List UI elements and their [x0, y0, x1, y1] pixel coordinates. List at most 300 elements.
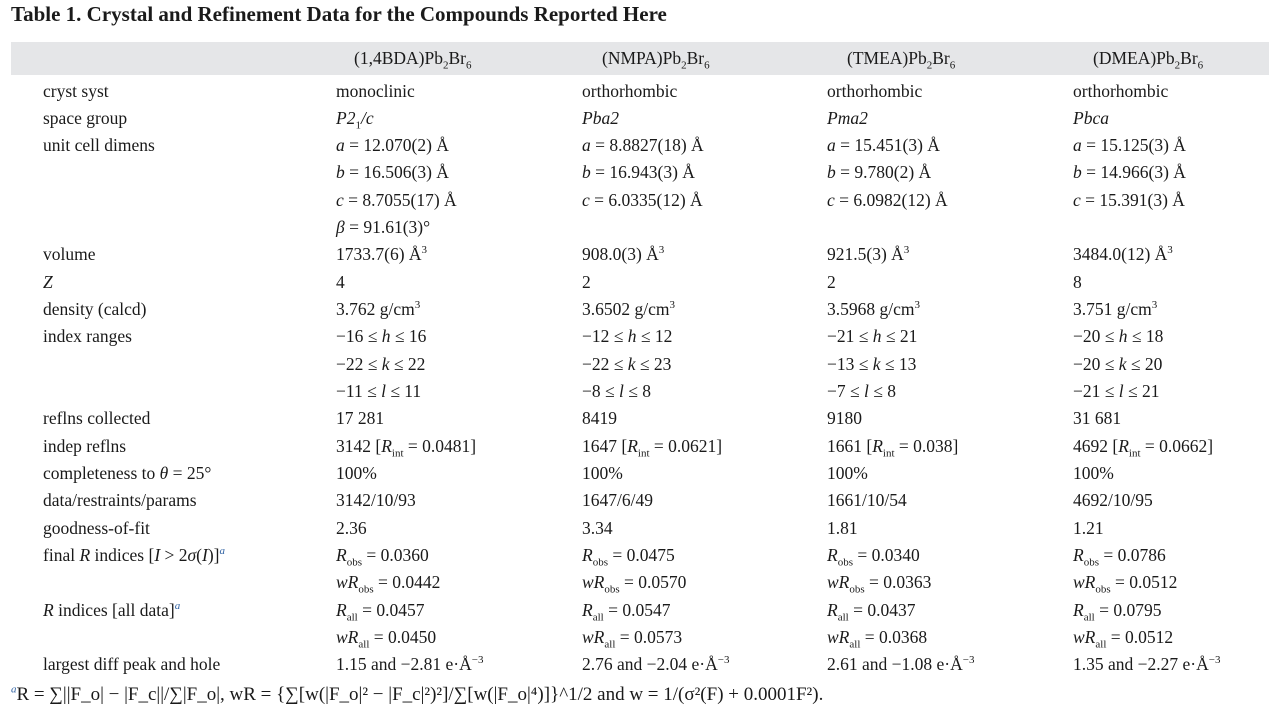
cell-text: 4	[336, 272, 345, 292]
subscript: all	[1083, 611, 1095, 624]
italic-symbol: I	[154, 545, 161, 565]
cell-text: 100%	[582, 463, 623, 483]
reflns-collected-value	[1073, 407, 1121, 429]
cell-text: = 16.506(3) Å	[344, 162, 449, 182]
italic-symbol: a	[1073, 135, 1082, 155]
wr-all-value	[827, 626, 928, 651]
unit-cell-a	[336, 134, 449, 156]
gof-value	[582, 517, 613, 539]
cell-text: ≤ 8	[623, 381, 651, 401]
italic-symbol: c	[1073, 190, 1081, 210]
italic-symbol: R	[582, 545, 593, 565]
italic-symbol: σ	[187, 545, 197, 565]
italic-symbol: R	[43, 600, 54, 620]
italic-symbol: a	[336, 135, 345, 155]
cell-text: indices [all data]	[53, 600, 175, 620]
italic-symbol: R	[627, 436, 638, 456]
label-text: index ranges	[43, 326, 132, 346]
cryst-syst-value	[1073, 80, 1168, 102]
volume-value	[582, 243, 664, 265]
italic-symbol: R	[1118, 436, 1129, 456]
subscript: 6	[465, 59, 472, 72]
cell-text: 3.34	[582, 518, 613, 538]
cell-text: = 0.0512	[1110, 572, 1178, 592]
italic-symbol: Pbca	[1073, 108, 1109, 128]
italic-symbol: R	[827, 600, 838, 620]
row-label	[43, 462, 211, 484]
cell-text: 2.36	[336, 518, 367, 538]
cell-text: −12 ≤	[582, 326, 628, 346]
space-group-value	[827, 107, 868, 129]
italic-symbol: l	[863, 381, 869, 401]
italic-symbol: wR	[336, 572, 359, 592]
cell-text: = 0.0442	[373, 572, 441, 592]
completeness-value	[582, 462, 623, 484]
row-label	[43, 271, 53, 293]
r-obs-value	[336, 544, 429, 569]
subscript: all	[592, 611, 604, 624]
cell-text: (	[196, 545, 202, 565]
row-label	[43, 80, 109, 102]
superscript: 3	[1151, 299, 1158, 312]
label-text: reflns collected	[43, 408, 151, 428]
cell-text: −22 ≤	[336, 354, 382, 374]
cell-text: 3.762 g/cm	[336, 299, 415, 319]
cell-text: = 15.451(3) Å	[835, 135, 940, 155]
subscript: int	[391, 447, 404, 460]
italic-symbol: P2	[336, 108, 356, 128]
space-group-value	[336, 107, 374, 132]
cell-text: 17 281	[336, 408, 385, 428]
volume-value	[827, 243, 909, 265]
superscript: −3	[717, 654, 730, 667]
italic-symbol: R	[336, 545, 347, 565]
row-label	[43, 599, 180, 621]
cell-text: 100%	[1073, 463, 1114, 483]
cell-text: = 0.0481]	[403, 436, 477, 456]
wr-obs-value	[827, 571, 932, 596]
subscript: obs	[849, 583, 865, 596]
unit-cell-b	[582, 161, 695, 183]
density-value	[336, 298, 420, 320]
cell-text: 1647/6/49	[582, 490, 653, 510]
cell-text: = 0.0662]	[1140, 436, 1214, 456]
unit-cell-b	[1073, 161, 1186, 183]
reflns-collected-value	[336, 407, 384, 429]
cell-text: = 0.0786	[1098, 545, 1166, 565]
r-obs-value	[582, 544, 675, 569]
italic-symbol: b	[1073, 162, 1082, 182]
wr-all-value	[582, 626, 683, 651]
italic-symbol: θ	[159, 463, 169, 483]
cell-text: 1661/10/54	[827, 490, 907, 510]
peak-hole-value	[827, 653, 974, 675]
index-range-l	[582, 380, 651, 402]
cell-text: = 8.7055(17) Å	[343, 190, 457, 210]
index-range-k	[336, 353, 425, 375]
cell-text: −20 ≤	[1073, 326, 1119, 346]
cell-text: 1733.7(6) Å	[336, 244, 422, 264]
cell-text: indices [	[90, 545, 155, 565]
row-label	[43, 243, 96, 265]
cell-text: ≤ 23	[635, 354, 672, 374]
italic-symbol: Pma2	[827, 108, 868, 128]
cell-text: 8	[1073, 272, 1082, 292]
cell-text: 1647 [	[582, 436, 628, 456]
row-label	[43, 517, 150, 539]
superscript: 3	[414, 299, 421, 312]
italic-symbol: R	[582, 600, 593, 620]
cell-text: )]	[207, 545, 220, 565]
subscript: obs	[1095, 583, 1111, 596]
italic-symbol: k	[627, 354, 636, 374]
cell-text: = 6.0982(12) Å	[834, 190, 948, 210]
index-range-k	[582, 353, 671, 375]
index-range-h	[827, 325, 917, 347]
data-params-value	[1073, 489, 1153, 511]
volume-value	[336, 243, 427, 265]
cell-text: ≤ 21	[881, 326, 918, 346]
subscript: obs	[358, 583, 374, 596]
cell-text: −16 ≤	[336, 326, 382, 346]
superscript: 3	[421, 244, 428, 257]
cell-text: 908.0(3) Å	[582, 244, 659, 264]
italic-symbol: c	[827, 190, 835, 210]
cell-text: 100%	[827, 463, 868, 483]
cell-text: 100%	[336, 463, 377, 483]
indep-reflns-value	[582, 435, 723, 460]
subscript: obs	[604, 583, 620, 596]
italic-symbol: l	[381, 381, 386, 401]
column-header	[354, 45, 471, 71]
cell-text: = 12.070(2) Å	[344, 135, 449, 155]
italic-symbol: R	[872, 436, 883, 456]
subscript: obs	[837, 556, 853, 569]
cell-text: > 2	[160, 545, 188, 565]
subscript: all	[604, 638, 616, 651]
italic-symbol: b	[827, 162, 836, 182]
cell-text: = 0.0795	[1094, 600, 1162, 620]
italic-symbol: k	[1118, 354, 1127, 374]
completeness-value	[1073, 462, 1114, 484]
italic-symbol: R	[79, 545, 91, 565]
indep-reflns-value	[827, 435, 959, 460]
cell-text: = 0.0512	[1106, 627, 1174, 647]
cryst-syst-value	[336, 80, 415, 102]
cell-text: 1.15 and −2.81 e·Å	[336, 654, 472, 674]
indep-reflns-value	[1073, 435, 1214, 460]
cell-text: ≤ 13	[880, 354, 917, 374]
cell-text: 1.21	[1073, 518, 1104, 538]
cell-text: = 6.0335(12) Å	[589, 190, 703, 210]
italic-symbol: Pba2	[582, 108, 619, 128]
subscript: int	[637, 447, 650, 460]
italic-symbol: R	[1073, 600, 1084, 620]
compound-formula: (DMEA)Pb	[1093, 48, 1175, 68]
index-range-k	[1073, 353, 1162, 375]
cell-text: = 0.0457	[357, 600, 425, 620]
cell-text: ≤ 12	[636, 326, 673, 346]
cell-text: Br	[448, 48, 466, 68]
cell-text: = 0.0437	[848, 600, 916, 620]
compound-formula: (TMEA)Pb	[847, 48, 927, 68]
subscript: obs	[1083, 556, 1099, 569]
unit-cell-c	[1073, 189, 1185, 211]
wr-all-value	[336, 626, 437, 651]
data-params-value	[582, 489, 653, 511]
footnote-marker: a	[11, 683, 17, 696]
cell-text: 3484.0(12) Å	[1073, 244, 1168, 264]
subscript: 2	[1174, 59, 1181, 72]
subscript: all	[346, 611, 358, 624]
cell-text: 921.5(3) Å	[827, 244, 904, 264]
italic-symbol: R	[827, 545, 838, 565]
label-text: density (calcd)	[43, 299, 147, 319]
superscript: −3	[471, 654, 484, 667]
table-footnote	[11, 683, 823, 707]
italic-symbol: a	[582, 135, 591, 155]
cell-text: 4692 [	[1073, 436, 1119, 456]
unit-cell-b	[827, 161, 931, 183]
subscript: 6	[1197, 59, 1204, 72]
peak-hole-value	[336, 653, 483, 675]
subscript: all	[358, 638, 370, 651]
unit-cell-c	[827, 189, 948, 211]
cell-text: 4692/10/95	[1073, 490, 1153, 510]
cell-text: Br	[1180, 48, 1198, 68]
subscript: 1	[355, 119, 361, 132]
r-obs-value	[1073, 544, 1166, 569]
cell-text: −21 ≤	[827, 326, 873, 346]
unit-cell-a	[582, 134, 704, 156]
z-value	[1073, 271, 1082, 293]
cell-text: −21 ≤	[1073, 381, 1119, 401]
table-title: Table 1. Crystal and Refinement Data for the Compounds Reported Here	[11, 2, 667, 26]
label-text: largest diff peak and hole	[43, 654, 221, 674]
reflns-collected-value	[827, 407, 862, 429]
row-label	[43, 325, 132, 347]
cryst-syst-value	[827, 80, 922, 102]
index-range-h	[1073, 325, 1163, 347]
volume-value	[1073, 243, 1173, 265]
index-range-k	[827, 353, 916, 375]
subscript: 2	[681, 59, 687, 72]
row-label	[43, 107, 127, 129]
wr-obs-value	[336, 571, 441, 596]
compound-formula: (NMPA)Pb	[602, 48, 682, 68]
italic-symbol: h	[627, 326, 637, 346]
italic-symbol: wR	[582, 627, 605, 647]
superscript: −3	[1208, 654, 1221, 667]
italic-symbol: b	[582, 162, 591, 182]
completeness-value	[827, 462, 868, 484]
wr-all-value	[1073, 626, 1174, 651]
cell-text: = 0.0573	[615, 627, 683, 647]
r-obs-value	[827, 544, 920, 569]
z-value	[582, 271, 591, 293]
italic-symbol: k	[872, 354, 881, 374]
italic-symbol: R	[381, 436, 392, 456]
density-value	[1073, 298, 1157, 320]
column-header	[1093, 45, 1203, 71]
cell-text: = 0.038]	[894, 436, 959, 456]
unit-cell-c	[582, 189, 703, 211]
cell-text: ≤ 11	[385, 381, 422, 401]
italic-symbol: c	[336, 190, 344, 210]
subscript: all	[837, 611, 849, 624]
index-range-l	[1073, 380, 1159, 402]
cell-text: −8 ≤	[582, 381, 619, 401]
cell-text: monoclinic	[336, 81, 415, 101]
cell-text: −20 ≤	[1073, 354, 1119, 374]
italic-symbol: k	[381, 354, 390, 374]
cell-text: = 0.0621]	[649, 436, 723, 456]
column-header	[602, 45, 710, 71]
subscript: 6	[949, 59, 956, 72]
cell-text: 1.81	[827, 518, 858, 538]
label-text: Z	[43, 272, 53, 292]
cell-text: orthorhombic	[827, 81, 923, 101]
density-value	[827, 298, 920, 320]
label-text: indep reflns	[43, 436, 127, 456]
footnote-ref: a	[174, 600, 181, 613]
cell-text: 2	[827, 272, 836, 292]
cell-text: 3.751 g/cm	[1073, 299, 1152, 319]
unit-cell-a	[1073, 134, 1186, 156]
row-label	[43, 134, 155, 156]
cell-text: Br	[686, 48, 705, 68]
italic-symbol: l	[618, 381, 624, 401]
cell-text: = 14.966(3) Å	[1081, 162, 1186, 182]
subscript: int	[1128, 447, 1141, 460]
cell-text: 3142/10/93	[336, 490, 416, 510]
index-range-l	[827, 380, 896, 402]
cell-text: 9180	[827, 408, 862, 428]
italic-symbol: R	[1073, 545, 1084, 565]
cell-text: = 0.0363	[864, 572, 932, 592]
subscript: 6	[704, 59, 710, 72]
label-text: data/restraints/params	[43, 490, 197, 510]
italic-symbol: h	[381, 326, 391, 346]
cell-text: 2.76 and −2.04 e·Å	[582, 654, 718, 674]
cell-text: 3.6502 g/cm	[582, 299, 670, 319]
cell-text: 3142 [	[336, 436, 382, 456]
cell-text: −7 ≤	[827, 381, 864, 401]
cell-text: Br	[932, 48, 950, 68]
italic-symbol: wR	[827, 572, 850, 592]
density-value	[582, 298, 675, 320]
z-value	[827, 271, 836, 293]
column-header	[847, 45, 955, 71]
label-text: volume	[43, 244, 96, 264]
italic-symbol: R	[336, 600, 347, 620]
index-range-l	[336, 380, 421, 402]
space-group-value	[582, 107, 619, 129]
label-text: space group	[43, 108, 128, 128]
label-text: unit cell dimens	[43, 135, 155, 155]
peak-hole-value	[1073, 653, 1220, 675]
compound-formula: (1,4BDA)Pb	[354, 48, 443, 68]
italic-symbol: I	[201, 545, 208, 565]
italic-symbol: l	[1118, 381, 1124, 401]
cell-text: ≤ 18	[1127, 326, 1164, 346]
italic-symbol: wR	[827, 627, 850, 647]
footnote-formula: R = ∑||F_o| − |F_c||/∑|F_o|, wR = {∑[w(|F_o|² − |F_c|²)²]/∑[w(|F_o|⁴)]}^1/2 and w = 1/(σ²(F) + 0.0001F²).	[16, 684, 824, 705]
superscript: 3	[658, 244, 665, 257]
label-text: cryst syst	[43, 81, 109, 101]
row-label	[43, 489, 197, 511]
completeness-value	[336, 462, 377, 484]
subscript: all	[849, 638, 861, 651]
wr-obs-value	[1073, 571, 1178, 596]
peak-hole-value	[582, 653, 729, 675]
cell-text: = 0.0360	[361, 545, 429, 565]
data-params-value	[336, 489, 416, 511]
gof-value	[1073, 517, 1104, 539]
subscript: 2	[926, 59, 933, 72]
italic-symbol: a	[827, 135, 836, 155]
subscript: all	[1095, 638, 1107, 651]
superscript: 3	[669, 299, 675, 312]
cell-text: = 91.61(3)°	[344, 217, 431, 237]
cell-text: orthorhombic	[582, 81, 678, 101]
cell-text: = 16.943(3) Å	[590, 162, 695, 182]
r-all-value	[1073, 599, 1162, 624]
cell-text: final	[43, 545, 80, 565]
cell-text: = 25°	[168, 463, 212, 483]
cell-text: = 0.0340	[852, 545, 920, 565]
superscript: 3	[1167, 244, 1173, 257]
italic-symbol: h	[872, 326, 882, 346]
italic-symbol: h	[1118, 326, 1128, 346]
cell-text: ≤ 8	[868, 381, 896, 401]
superscript: −3	[962, 654, 975, 667]
reflns-collected-value	[582, 407, 617, 429]
cell-text: ≤ 20	[1126, 354, 1163, 374]
cell-text: = 9.780(2) Å	[835, 162, 932, 182]
indep-reflns-value	[336, 435, 477, 460]
cell-text: = 0.0570	[619, 572, 687, 592]
subscript: obs	[346, 556, 362, 569]
cell-text: 2.61 and −1.08 e·Å	[827, 654, 963, 674]
subscript: 2	[442, 59, 449, 72]
cell-text: = 15.125(3) Å	[1081, 135, 1186, 155]
superscript: 3	[914, 299, 920, 312]
cell-text: = 0.0368	[860, 627, 928, 647]
italic-symbol: wR	[336, 627, 359, 647]
footnote-ref: a	[219, 545, 225, 558]
r-all-value	[582, 599, 671, 624]
cell-text: completeness to	[43, 463, 160, 483]
r-all-value	[827, 599, 916, 624]
cell-text: 3.5968 g/cm	[827, 299, 915, 319]
cryst-syst-value	[582, 80, 677, 102]
italic-symbol: /c	[360, 108, 374, 128]
cell-text: = 15.391(3) Å	[1080, 190, 1185, 210]
space-group-value	[1073, 107, 1109, 129]
cell-text: = 0.0475	[607, 545, 675, 565]
r-all-value	[336, 599, 425, 624]
italic-symbol: β	[336, 217, 345, 237]
cell-text: 1.35 and −2.27 e·Å	[1073, 654, 1209, 674]
row-label	[43, 407, 150, 429]
row-label	[43, 298, 147, 320]
row-label	[43, 544, 225, 566]
cell-text: = 8.8827(18) Å	[590, 135, 704, 155]
cell-text: 1661 [	[827, 436, 873, 456]
gof-value	[827, 517, 858, 539]
z-value	[336, 271, 345, 293]
